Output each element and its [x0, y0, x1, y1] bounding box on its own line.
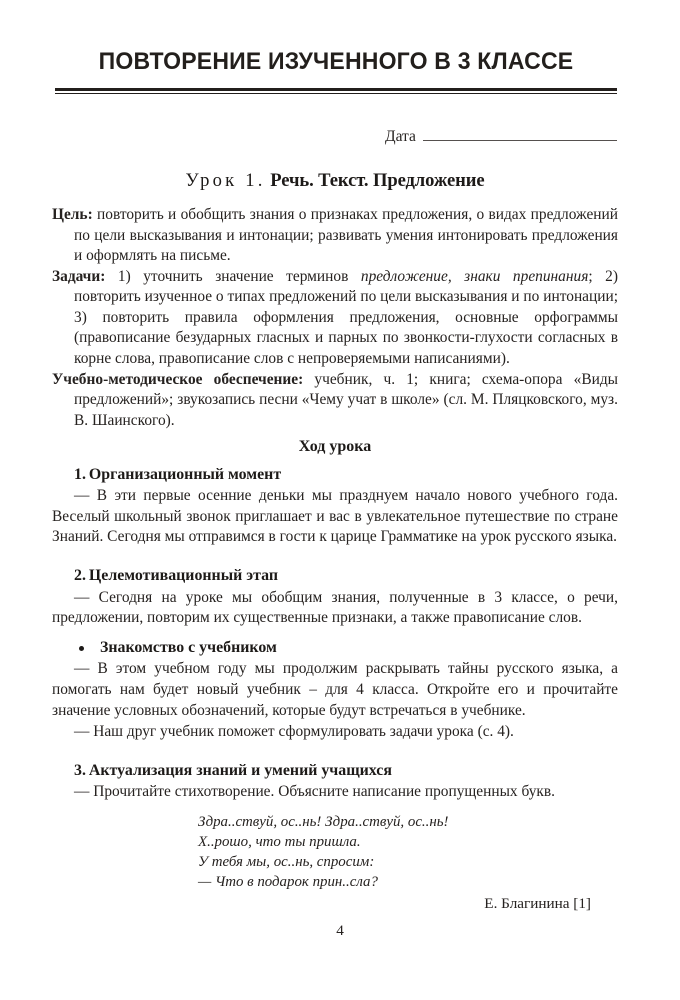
- bullet-paragraph-1: — В этом учебном году мы продолжим раскрывать тайны русского языка, а помогать нам будет новый учебник – для 4 класса. Откройте его и прочитайте значение условных обозначений, которые будут встречаться в учебнике.: [52, 660, 618, 719]
- tasks-terms-italic: предложение, знаки препинания: [360, 267, 589, 285]
- poem-line: Здра..ствуй, ос..нь! Здра..ствуй, ос..нь!: [198, 813, 449, 830]
- goal-label: Цель:: [52, 206, 93, 223]
- course-heading: Ход урока: [298, 438, 372, 456]
- stage-spacer-1: [52, 548, 618, 559]
- resources-label: Учебно-методическое обеспечение:: [52, 370, 304, 388]
- bullet-dot-icon: [79, 646, 84, 651]
- stage-paragraph-1: — В эти первые осенние деньки мы празднуем начало нового учебного года. Веселый школьный звонок приглашает и вас в увлекательное путешествие по стране Знаний. Сегодня мы отправимся в гости к царице Грамматике на урок русского языка.: [52, 487, 618, 546]
- tasks-paragraph: [52, 267, 618, 370]
- goal-text: повторить и обобщить знания о признаках предложения, о видах предложений по цели высказывания и интонации; развивать умения интонировать предложения и оформлять на письме.: [74, 206, 618, 265]
- stage-spacer-3: [52, 743, 618, 754]
- stage-number-2: 2.: [74, 566, 86, 584]
- tasks-text-part2: ; 2) повторить изученное о типах предложений по цели высказывания и по интонации; 3) повторить правила оформления предложения, основные орфограммы (правописание безударных гласных и парных по звонкости-глухости согласных в корне слова, правописание слов с непроверяемыми написаниями).: [74, 267, 618, 367]
- goal-paragraph: [52, 205, 618, 267]
- page-number: 4: [336, 922, 344, 939]
- poem-block: [52, 812, 618, 892]
- poem-line: — Что в подарок прин..сла?: [198, 874, 378, 890]
- tasks-label: Задачи:: [52, 267, 106, 285]
- stage3-intro-paragraph: — Прочитайте стихотворение. Объясните написание пропущенных букв.: [74, 783, 555, 801]
- resources-text: учебник, ч. 1; книга; схема-опора «Виды предложений»; звукозапись песни «Чему учат в школе» (сл. М. Пляцковского, муз. В. Шаинского).: [74, 370, 618, 429]
- lesson-body: [52, 205, 618, 915]
- chapter-title: ПОВТОРЕНИЕ ИЗУЧЕННОГО В 3 КЛАССЕ: [98, 48, 574, 75]
- header-rule-thin: [55, 93, 617, 94]
- stage-title-1: Организационный момент: [88, 465, 282, 483]
- stage-number-3: 3.: [74, 761, 86, 779]
- lesson-heading: [52, 170, 618, 192]
- poem-attribution: Е. Благинина [1]: [484, 895, 591, 913]
- tasks-text-part1: 1) уточнить значение терминов: [117, 267, 361, 285]
- stage-number-1: 1.: [74, 465, 86, 483]
- bullet-paragraph-2: — Наш друг учебник поможет сформулировать задачи урока (с. 4).: [74, 723, 514, 741]
- stage-heading-3: [52, 761, 618, 782]
- chapter-header: [55, 48, 617, 75]
- date-blank-line[interactable]: [423, 126, 617, 141]
- poem-line: У тебя мы, ос..нь, спросим:: [198, 853, 375, 870]
- date-label: Дата: [385, 128, 416, 145]
- header-rule-group: [55, 88, 617, 94]
- stage-title-2: Целемотивационный этап: [88, 566, 279, 584]
- bullet-subsection-title: Знакомство с учебником: [100, 638, 277, 656]
- stage-heading-2: [52, 566, 618, 587]
- stage-heading-1: [52, 465, 618, 486]
- stage-title-3: Актуализация знаний и умений учащихся: [88, 761, 392, 779]
- date-field[interactable]: [385, 126, 617, 146]
- lesson-topic: Речь. Текст. Предложение: [270, 170, 485, 191]
- resources-paragraph: [52, 370, 618, 432]
- lesson-number-label: Урок 1.: [185, 170, 266, 191]
- bullet-subsection-heading: [52, 638, 618, 659]
- poem-line: Х..рошо, что ты пришла.: [198, 833, 361, 850]
- stage-paragraph-2: — Сегодня на уроке мы обобщим знания, полученные в 3 классе, о речи, предложении, повторим их существенные признаки, а также правописание слов.: [52, 588, 618, 627]
